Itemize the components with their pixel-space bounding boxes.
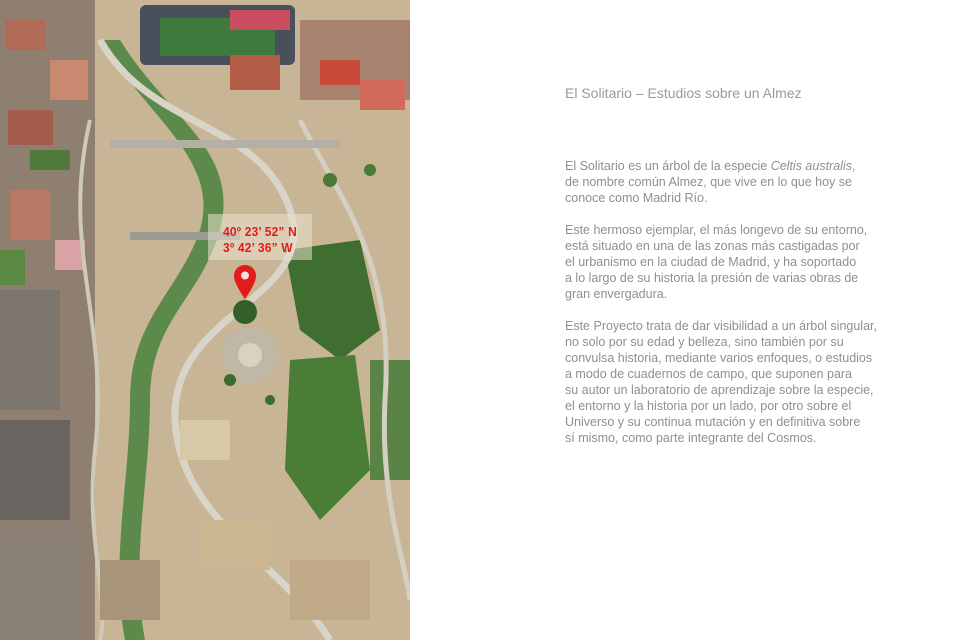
paragraph-3-line: Universo y su continua mutación y en definitiva sobre	[565, 415, 861, 429]
document-text	[565, 84, 877, 462]
paragraph-2-line: gran envergadura.	[565, 287, 668, 301]
aerial-photo-drawing	[0, 0, 410, 640]
paragraph-3-line: su autor un laboratorio de aprendizaje sobre la especie,	[565, 383, 874, 397]
paragraph-3-line: convulsa historia, mediante varios enfoques, o estudios	[565, 351, 873, 365]
paragraph-2-line: Este hermoso ejemplar, el más longevo de su entorno,	[565, 223, 868, 237]
paragraph-2-line: está situado en una de las zonas más castigadas por	[565, 239, 860, 253]
paragraph-1-line-2: de nombre común Almez, que vive en lo que hoy se	[565, 175, 852, 189]
paragraph-2-line: a lo largo de su historia la presión de varias obras de	[565, 271, 859, 285]
paragraph-3-line: a modo de cuadernos de campo, que suponen para	[565, 367, 853, 381]
map-pin-icon	[234, 265, 256, 299]
paragraph-2	[565, 222, 868, 302]
paragraph-1-comma: ,	[851, 159, 856, 173]
species-name: Celtis australis	[770, 159, 852, 173]
paragraph-1	[565, 158, 865, 206]
coordinate-longitude: 3º 42’ 36” W	[223, 240, 293, 255]
paragraph-1-line-3: conoce como Madrid Río.	[565, 191, 708, 205]
paragraph-1-line-1	[565, 158, 865, 174]
aerial-photo	[0, 0, 410, 640]
paragraph-2-line: el urbanismo en la ciudad de Madrid, y ha soportado	[565, 255, 857, 269]
paragraph-3	[565, 318, 877, 446]
paragraph-3-line: el entorno y la historia por un lado, por otro sobre el	[565, 399, 852, 413]
paragraph-1-text: El Solitario es un árbol de la especie	[565, 159, 771, 173]
paragraph-3-line: no solo por su edad y belleza, sino también por su	[565, 335, 844, 349]
document-title: El Solitario – Estudios sobre un Almez	[565, 85, 802, 101]
paragraph-3-line: Este Proyecto trata de dar visibilidad a un árbol singular,	[565, 319, 877, 333]
coordinate-latitude: 40º 23’ 52” N	[223, 224, 297, 239]
paragraph-3-line: sí mismo, como parte integrante del Cosmos.	[565, 431, 817, 445]
